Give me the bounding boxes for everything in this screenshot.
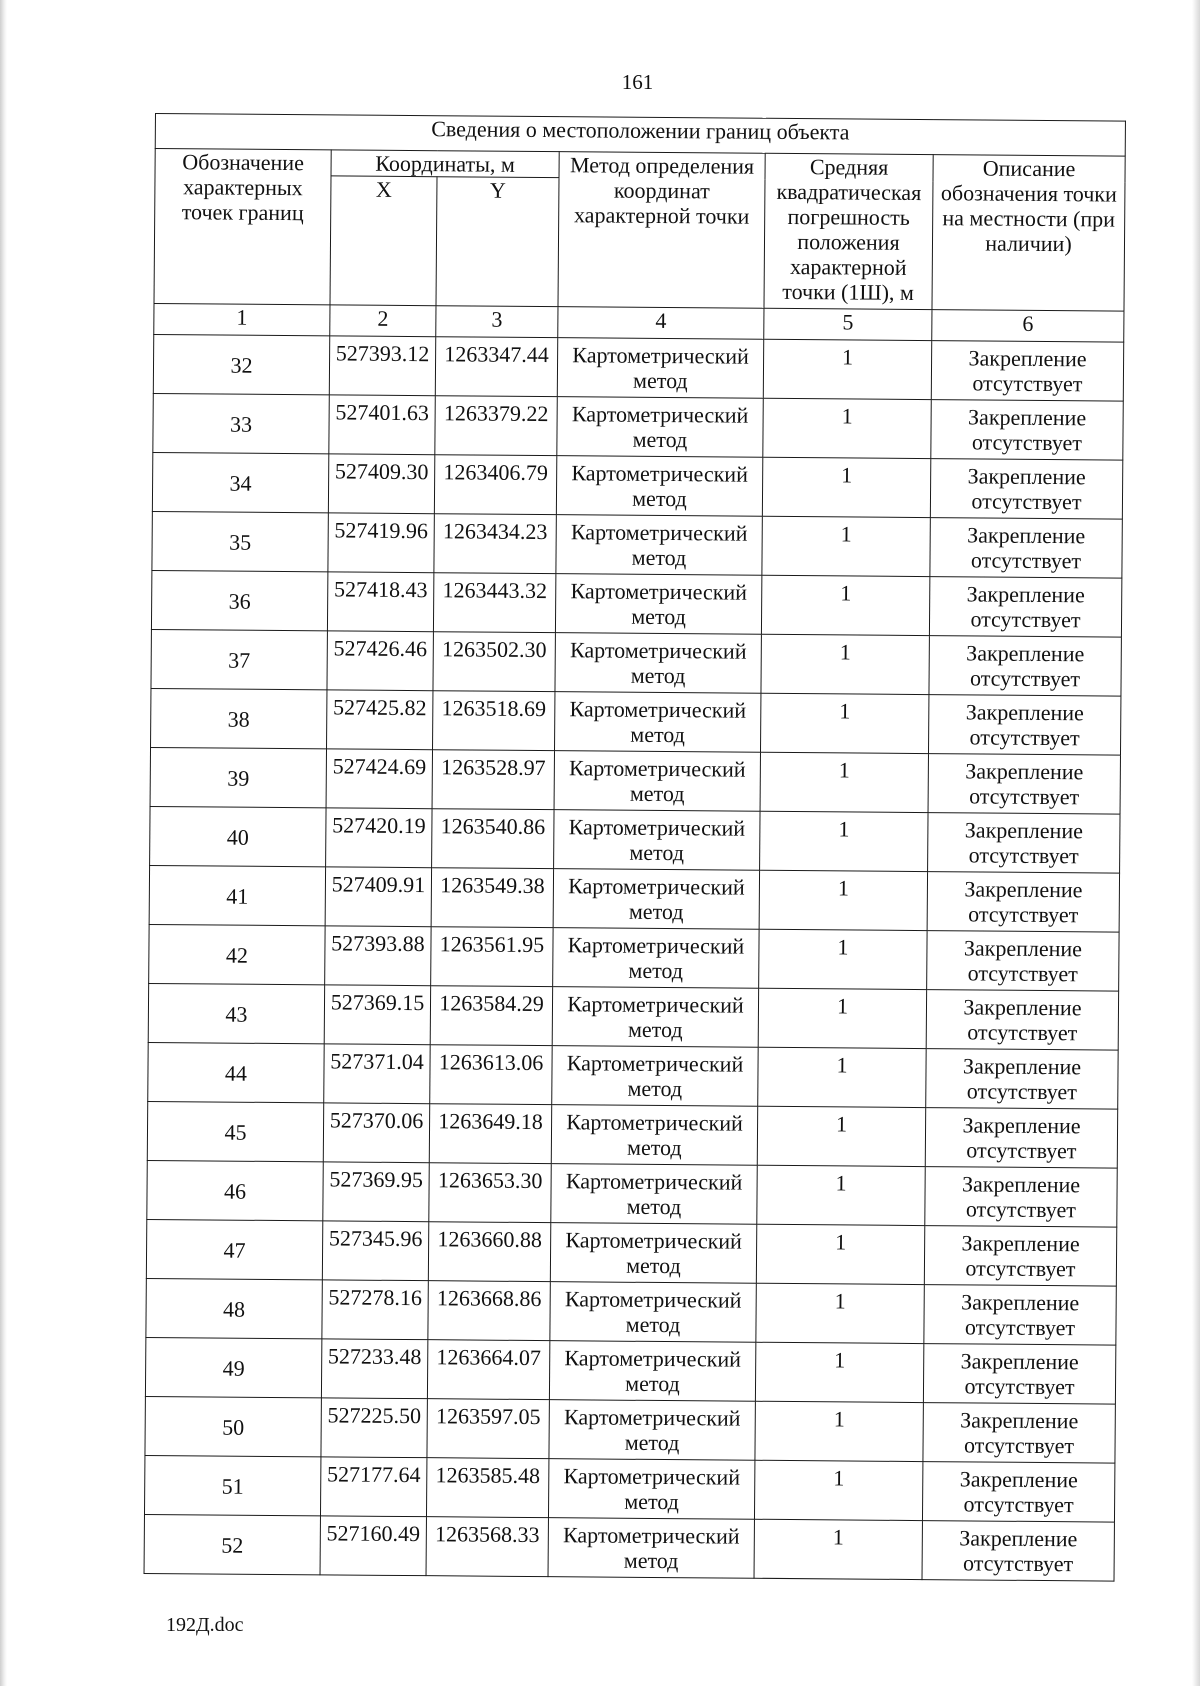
cell-description-line: отсутствует <box>963 1491 1074 1518</box>
cell-method-line: Картометрический <box>568 873 745 900</box>
table-row <box>147 1101 1117 1168</box>
cell-point-number: 44 <box>148 1042 324 1102</box>
cell-method-line: Картометрический <box>566 1050 744 1077</box>
cell-point-number: 36 <box>151 570 327 630</box>
page-number: 161 <box>621 70 654 94</box>
cell-description-line: отсутствует <box>965 1196 1077 1223</box>
column-number: 5 <box>764 308 932 340</box>
cell-point-number: 43 <box>148 983 324 1043</box>
cell-description-line: Закрепление <box>965 758 1084 785</box>
table-row <box>151 629 1121 696</box>
table-row <box>152 452 1122 519</box>
cell-description <box>929 636 1121 697</box>
cell-description <box>930 459 1122 520</box>
table-title: Сведения о местоположении границ объекта <box>155 114 1125 157</box>
cell-accuracy: 1 <box>760 693 928 753</box>
cell-point-number: 50 <box>145 1396 321 1456</box>
cell-description-line: отсутствует <box>963 1432 1075 1459</box>
cell-point-number: 32 <box>153 334 329 394</box>
cell-description-line: Закрепление <box>964 876 1083 903</box>
cell-x-coordinate: 527409.30 <box>328 454 434 514</box>
cell-method-line: метод <box>627 1016 683 1043</box>
cell-accuracy: 1 <box>761 575 929 635</box>
cell-description-line: Закрепление <box>965 699 1084 726</box>
cell-y-coordinate: 1263585.48 <box>426 1458 548 1518</box>
cell-y-coordinate: 1263613.06 <box>430 1045 552 1105</box>
cell-description-line: отсутствует <box>968 901 1079 928</box>
cell-description-line: Закрепление <box>959 1525 1078 1552</box>
cell-x-coordinate: 527345.96 <box>322 1221 428 1281</box>
cell-description-line: Закрепление <box>967 522 1086 549</box>
cell-description <box>922 1462 1114 1523</box>
cell-point-number: 52 <box>144 1514 320 1574</box>
cell-description-line: Закрепление <box>960 1407 1079 1434</box>
table-row <box>147 1160 1117 1227</box>
header-x: X <box>330 176 437 306</box>
cell-y-coordinate: 1263561.95 <box>431 927 553 987</box>
cell-method <box>551 1105 757 1166</box>
cell-description <box>925 1167 1117 1228</box>
table-row <box>150 806 1120 873</box>
cell-method-line: метод <box>631 603 686 630</box>
cell-y-coordinate: 1263434.23 <box>434 514 556 574</box>
cell-accuracy: 1 <box>762 516 930 576</box>
cell-accuracy: 1 <box>763 398 931 458</box>
cell-method-line: Картометрический <box>564 1286 742 1313</box>
cell-method-line: метод <box>626 1252 681 1279</box>
cell-method <box>549 1400 755 1461</box>
cell-method <box>554 810 760 871</box>
cell-description-line: отсутствует <box>965 1255 1076 1282</box>
cell-method-line: метод <box>626 1134 682 1161</box>
scan-edge-left <box>0 0 7 1686</box>
cell-description-line: Закрепление <box>963 994 1082 1021</box>
cell-x-coordinate: 527419.96 <box>328 513 434 573</box>
column-number: 3 <box>436 306 558 338</box>
cell-method-line: Картометрический <box>564 1345 742 1372</box>
cell-accuracy: 1 <box>760 752 928 812</box>
cell-description <box>930 518 1122 579</box>
cell-method-line: метод <box>629 839 685 866</box>
cell-method-line: Картометрический <box>569 696 747 723</box>
cell-y-coordinate: 1263549.38 <box>431 868 553 928</box>
cell-x-coordinate: 527370.06 <box>323 1103 429 1163</box>
cell-description <box>926 1049 1118 1110</box>
header-coordinates: Координаты, м <box>331 150 559 178</box>
column-number: 2 <box>330 305 436 337</box>
cell-x-coordinate: 527177.64 <box>320 1457 426 1517</box>
table-row <box>151 688 1121 755</box>
cell-method <box>557 338 763 399</box>
cell-method-line: метод <box>624 1488 679 1515</box>
cell-description <box>928 695 1120 756</box>
cell-description <box>927 872 1119 933</box>
cell-method-line: Картометрический <box>572 342 749 369</box>
cell-description-line: Закрепление <box>962 1053 1082 1080</box>
cell-description-line: отсутствует <box>964 1373 1075 1400</box>
cell-x-coordinate: 527418.43 <box>327 572 433 632</box>
cell-x-coordinate: 527393.12 <box>329 336 435 396</box>
cell-description-line: Закрепление <box>967 404 1087 431</box>
cell-description <box>931 341 1123 402</box>
cell-description <box>929 577 1121 638</box>
cell-method-line: метод <box>628 898 684 925</box>
cell-method-line: метод <box>631 544 687 571</box>
table-row <box>148 1042 1118 1109</box>
cell-method-line: метод <box>624 1429 680 1456</box>
cell-point-number: 33 <box>153 393 329 453</box>
cell-point-number: 51 <box>144 1455 320 1515</box>
cell-method-line: метод <box>626 1193 682 1220</box>
cell-method-line: Картометрический <box>563 1463 741 1490</box>
cell-method-line: Картометрический <box>565 1168 743 1195</box>
cell-method-line: метод <box>629 780 685 807</box>
cell-point-number: 49 <box>145 1337 321 1397</box>
cell-description-line: отсутствует <box>967 1019 1078 1046</box>
cell-method-line: метод <box>625 1311 681 1338</box>
cell-method <box>557 397 763 458</box>
cell-description-line: отсутствует <box>971 429 1083 456</box>
table-row <box>153 393 1123 460</box>
cell-y-coordinate: 1263502.30 <box>433 632 555 692</box>
cell-description-line: отсутствует <box>971 488 1082 515</box>
cell-accuracy: 1 <box>758 1047 926 1107</box>
cell-y-coordinate: 1263379.22 <box>435 396 557 456</box>
cell-method <box>552 1046 758 1107</box>
cell-x-coordinate: 527225.50 <box>321 1398 427 1458</box>
cell-accuracy: 1 <box>757 1106 925 1166</box>
cell-method <box>551 1164 757 1225</box>
cell-accuracy: 1 <box>756 1224 924 1284</box>
cell-y-coordinate: 1263668.86 <box>428 1281 550 1341</box>
cell-accuracy: 1 <box>755 1342 923 1402</box>
cell-method-line: метод <box>632 426 688 453</box>
cell-description-line: Закрепление <box>966 640 1085 667</box>
cell-accuracy: 1 <box>763 339 931 399</box>
table-body <box>144 114 1125 1582</box>
cell-method-line: Картометрический <box>571 460 749 487</box>
cell-y-coordinate: 1263664.07 <box>427 1340 549 1400</box>
cell-description-line: отсутствует <box>972 370 1083 397</box>
cell-accuracy: 1 <box>754 1519 922 1579</box>
column-number: 6 <box>932 310 1124 343</box>
cell-method-line: метод <box>627 1075 683 1102</box>
cell-method-line: Картометрический <box>562 1522 740 1549</box>
cell-description-line: Закрепление <box>966 581 1085 608</box>
cell-x-coordinate: 527420.19 <box>326 808 432 868</box>
cell-description-line: отсутствует <box>966 1078 1077 1105</box>
cell-method-line: Картометрический <box>567 991 744 1018</box>
cell-method-line: Картометрический <box>565 1227 742 1254</box>
cell-description <box>922 1521 1114 1582</box>
cell-method-line: Картометрический <box>570 578 748 605</box>
table-row <box>145 1396 1115 1463</box>
cell-method-line: Картометрический <box>571 401 749 428</box>
cell-point-number: 34 <box>152 452 328 512</box>
cell-y-coordinate: 1263528.97 <box>432 750 554 810</box>
cell-y-coordinate: 1263597.05 <box>427 1399 549 1459</box>
cell-accuracy: 1 <box>762 457 930 517</box>
cell-point-number: 45 <box>147 1101 323 1161</box>
cell-accuracy: 1 <box>758 988 926 1048</box>
table-row <box>149 865 1119 932</box>
cell-method-line: Картометрический <box>570 519 748 546</box>
cell-description <box>931 400 1123 461</box>
cell-y-coordinate: 1263584.29 <box>430 986 552 1046</box>
cell-method <box>555 692 761 753</box>
cell-description-line: отсутствует <box>970 606 1081 633</box>
cell-description <box>924 1285 1116 1346</box>
cell-accuracy: 1 <box>760 811 928 871</box>
cell-description <box>927 931 1119 992</box>
cell-description <box>928 813 1120 874</box>
cell-y-coordinate: 1263406.79 <box>434 455 556 515</box>
cell-method-line: Картометрический <box>569 755 746 782</box>
cell-method-line: метод <box>625 1370 680 1397</box>
table-row <box>146 1219 1116 1286</box>
cell-method <box>550 1282 756 1343</box>
cell-y-coordinate: 1263540.86 <box>432 809 554 869</box>
cell-point-number: 37 <box>151 629 327 689</box>
cell-x-coordinate: 527371.04 <box>324 1044 430 1104</box>
cell-description-line: Закрепление <box>961 1171 1081 1198</box>
cell-method <box>552 987 758 1048</box>
cell-description <box>925 1108 1117 1169</box>
cell-accuracy: 1 <box>754 1460 922 1520</box>
cell-method-line: Картометрический <box>569 637 747 664</box>
table-row <box>150 747 1120 814</box>
cell-description-line: Закрепление <box>962 1112 1081 1139</box>
cell-y-coordinate: 1263347.44 <box>435 337 557 397</box>
cell-description-line: отсутствует <box>966 1137 1077 1164</box>
cell-description-line: Закрепление <box>968 345 1087 372</box>
cell-point-number: 35 <box>152 511 328 571</box>
cell-x-coordinate: 527393.88 <box>325 926 431 986</box>
header-point-designation: Обозначение характерных точек границ <box>154 149 331 305</box>
cell-accuracy: 1 <box>756 1283 924 1343</box>
cell-y-coordinate: 1263649.18 <box>429 1104 551 1164</box>
cell-description-line: отсутствует <box>969 783 1080 810</box>
cell-method-line: метод <box>630 662 686 689</box>
table-row <box>148 983 1118 1050</box>
cell-description-line: отсутствует <box>968 842 1079 869</box>
table-row <box>152 511 1122 578</box>
cell-x-coordinate: 527278.16 <box>322 1280 428 1340</box>
table-row <box>151 570 1121 637</box>
cell-description-line: отсутствует <box>967 960 1078 987</box>
cell-description-line: отсутствует <box>964 1314 1076 1341</box>
cell-description-line: Закрепление <box>959 1466 1078 1493</box>
cell-description <box>924 1226 1116 1287</box>
cell-method <box>550 1223 756 1284</box>
cell-method-line: Картометрический <box>568 814 746 841</box>
cell-y-coordinate: 1263653.30 <box>429 1163 551 1223</box>
cell-y-coordinate: 1263660.88 <box>428 1222 550 1282</box>
cell-description-line: Закрепление <box>963 935 1083 962</box>
cell-point-number: 47 <box>146 1219 322 1279</box>
cell-method <box>549 1341 755 1402</box>
cell-method <box>548 1518 754 1579</box>
cell-method-line: метод <box>633 367 688 394</box>
cell-method <box>556 456 762 517</box>
header-method: Метод определения координат характерной точки <box>558 152 765 309</box>
cell-description <box>923 1403 1115 1464</box>
cell-description <box>923 1344 1115 1405</box>
cell-method-line: Картометрический <box>563 1404 741 1431</box>
cell-x-coordinate: 527401.63 <box>329 395 435 455</box>
footer-filename: 192Д.doc <box>166 1614 244 1636</box>
cell-accuracy: 1 <box>757 1165 925 1225</box>
cell-point-number: 42 <box>149 924 325 984</box>
table-row <box>144 1514 1114 1581</box>
cell-method-line: Картометрический <box>567 932 745 959</box>
cell-point-number: 48 <box>146 1278 322 1338</box>
boundary-coordinates-table <box>144 113 1126 1582</box>
cell-x-coordinate: 527369.15 <box>324 985 430 1045</box>
header-accuracy: Средняя квадратическая погрешность положения характерной точки (1Ш), м <box>764 153 933 309</box>
cell-description-line: отсутствует <box>969 724 1080 751</box>
cell-method <box>548 1459 754 1520</box>
cell-point-number: 41 <box>149 865 325 925</box>
cell-point-number: 38 <box>151 688 327 748</box>
cell-x-coordinate: 527233.48 <box>321 1339 427 1399</box>
cell-method <box>553 869 759 930</box>
cell-description-line: Закрепление <box>964 817 1084 844</box>
cell-method <box>555 574 761 635</box>
column-number: 1 <box>154 303 330 335</box>
cell-accuracy: 1 <box>755 1401 923 1461</box>
cell-point-number: 46 <box>147 1160 323 1220</box>
cell-accuracy: 1 <box>759 929 927 989</box>
cell-method <box>556 515 762 576</box>
header-y: Y <box>436 177 559 307</box>
cell-description-line: отсутствует <box>969 665 1081 692</box>
cell-description-line: Закрепление <box>961 1289 1080 1316</box>
cell-method <box>554 751 760 812</box>
cell-method <box>553 928 759 989</box>
table-row <box>146 1278 1116 1345</box>
cell-description-line: Закрепление <box>960 1348 1079 1375</box>
header-description: Описание обозначения точки на местности (при наличии) <box>932 155 1125 312</box>
cell-x-coordinate: 527426.46 <box>327 631 433 691</box>
cell-y-coordinate: 1263568.33 <box>426 1517 548 1577</box>
column-number: 4 <box>558 307 764 340</box>
cell-accuracy: 1 <box>759 870 927 930</box>
cell-method <box>555 633 761 694</box>
cell-x-coordinate: 527160.49 <box>320 1516 426 1576</box>
table-row <box>153 334 1123 401</box>
cell-method-line: метод <box>632 485 687 512</box>
cell-accuracy: 1 <box>761 634 929 694</box>
cell-method-line: Картометрический <box>566 1109 743 1136</box>
cell-description-line: Закрепление <box>967 463 1086 490</box>
cell-method-line: метод <box>623 1547 679 1574</box>
table-row <box>144 1455 1114 1522</box>
cell-x-coordinate: 527369.95 <box>323 1162 429 1222</box>
cell-description-line: отсутствует <box>963 1550 1074 1577</box>
cell-method-line: метод <box>630 721 686 748</box>
cell-description <box>926 990 1118 1051</box>
cell-description-line: отсутствует <box>970 547 1082 574</box>
cell-x-coordinate: 527424.69 <box>326 749 432 809</box>
cell-description-line: Закрепление <box>961 1230 1080 1257</box>
cell-point-number: 40 <box>150 806 326 866</box>
cell-point-number: 39 <box>150 747 326 807</box>
cell-method-line: метод <box>628 957 684 984</box>
cell-x-coordinate: 527425.82 <box>327 690 433 750</box>
cell-x-coordinate: 527409.91 <box>325 867 431 927</box>
scan-edge-right <box>1192 0 1200 1686</box>
cell-description <box>928 754 1120 815</box>
cell-y-coordinate: 1263518.69 <box>433 691 555 751</box>
cell-y-coordinate: 1263443.32 <box>433 573 555 633</box>
table-row <box>145 1337 1115 1404</box>
table-row <box>149 924 1119 991</box>
